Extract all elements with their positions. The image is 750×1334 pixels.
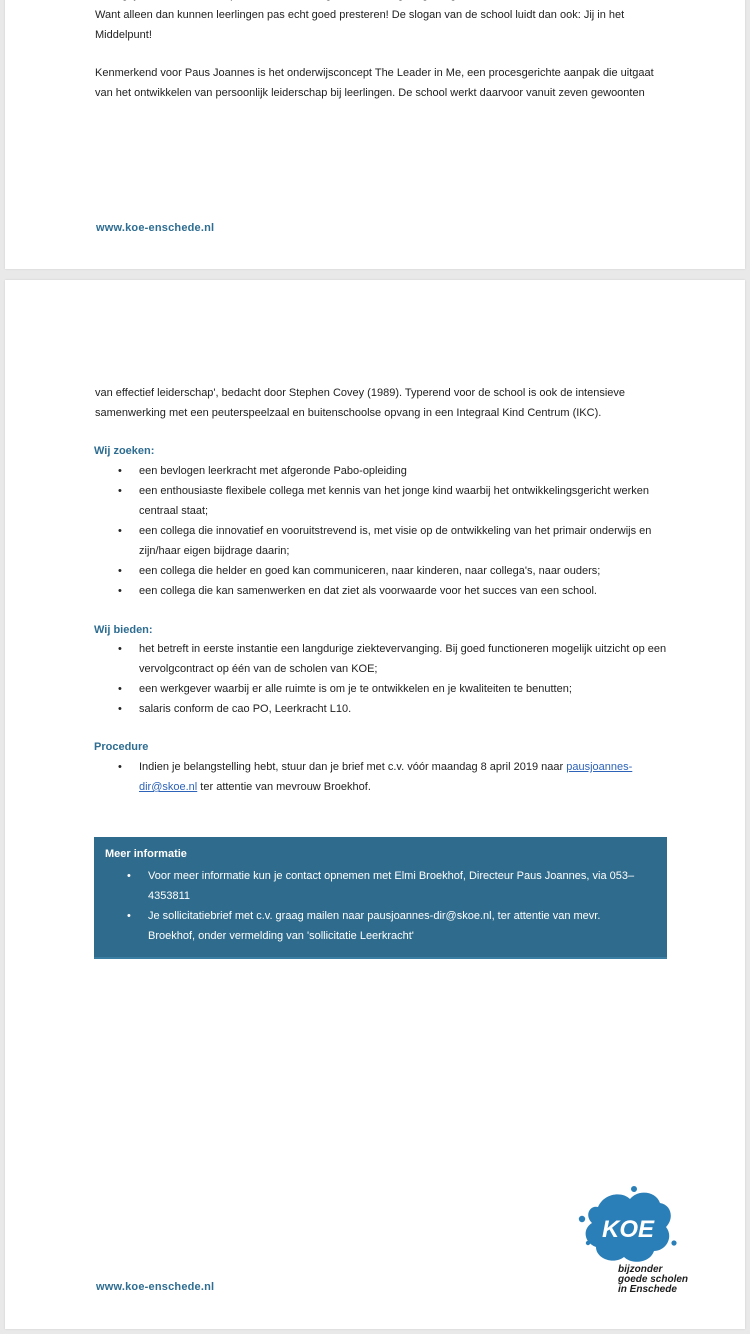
logo-wordmark: KOE — [601, 1216, 655, 1243]
email-link[interactable]: pausjoannes-dir@skoe.nl — [139, 761, 633, 793]
procedure-text-after: ter attentie van mevrouw Broekhof. — [197, 781, 371, 793]
procedure-item — [94, 757, 674, 797]
list-item: • een collega die helder en goed kan communiceren, naar kinderen, naar collega's, naar ouders; — [94, 561, 674, 581]
procedure-heading: Procedure — [94, 741, 149, 753]
continuation-paragraph: van effectief leiderschap', bedacht door Stephen Covey (1989). Typerend voor de school is ook de intensieve samenwerking met een peuterspeelzaal en buitenschoolse opvang in een Integraal Kind Centrum (IKC). — [95, 387, 626, 419]
footer-url-link[interactable]: www.koe-enschede.nl — [96, 222, 215, 234]
procedure-text-before: Indien je belangstelling hebt, stuur dan je brief met c.v. vóór maandag 8 april 2019 naar — [139, 761, 567, 773]
meer-informatie-heading: Meer informatie — [105, 848, 187, 860]
wij-zoeken-heading: Wij zoeken: — [94, 445, 155, 457]
logo-tagline-2: goede scholen — [618, 1274, 689, 1285]
logo-tagline-1: bijzonder — [618, 1264, 663, 1275]
list-item: • Voor meer informatie kun je contact opnemen met Elmi Broekhof, Directeur Paus Joannes, via 053–4353811 — [104, 866, 649, 906]
footer-url-link[interactable]: www.koe-enschede.nl — [96, 1281, 215, 1293]
concept-paragraph: Kenmerkend voor Paus Joannes is het onderwijsconcept The Leader in Me, een procesgerichte aanpak die uitgaat van het ontwikkelen van persoonlijk leiderschap bij leerlingen. De school werkt daarvoor vanuit zeven gewoonten — [95, 67, 654, 99]
list-item: • salaris conform de cao PO, Leerkracht L10. — [94, 699, 674, 719]
intro-paragraph: Want alleen dan kunnen leerlingen pas echt goed presteren! De slogan van de school luidt dan ook: Jij in het Middelpunt! — [95, 9, 625, 41]
list-item: • een werkgever waarbij er alle ruimte is om je te ontwikkelen en je kwaliteiten te benutten; — [94, 679, 674, 699]
list-item: • een collega die innovatief en vooruitstrevend is, met visie op de ontwikkeling van het primair onderwijs en zijn/haar eigen bijdrage daarin; — [94, 521, 674, 561]
koe-logo — [570, 1185, 690, 1295]
list-item: • Je sollicitatiebrief met c.v. graag mailen naar pausjoannes-dir@skoe.nl, ter attentie van mevr. Broekhof, onder vermelding van 'sollicitatie Leerkracht' — [104, 906, 649, 946]
wij-bieden-list — [94, 639, 674, 719]
logo-tagline-3: in Enschede — [618, 1284, 677, 1295]
meer-informatie-list — [104, 866, 649, 946]
list-item: • een collega die kan samenwerken en dat ziet als voorwaarde voor het succes van een school. — [94, 581, 674, 601]
meer-informatie-box — [94, 837, 667, 959]
list-item: • een enthousiaste flexibele collega met kennis van het jonge kind waarbij het ontwikkelingsgericht werken centraal staat; — [94, 481, 674, 521]
wij-bieden-heading: Wij bieden: — [94, 624, 153, 636]
document-page-1 — [5, 0, 745, 269]
wij-zoeken-list — [94, 461, 674, 601]
document-page-2 — [5, 280, 745, 1329]
list-item: • een bevlogen leerkracht met afgeronde Pabo-opleiding — [94, 461, 674, 481]
procedure-list — [94, 757, 674, 797]
list-item: • het betreft in eerste instantie een langdurige ziektevervanging. Bij goed functioneren mogelijk uitzicht op een vervolgcontract op één van de scholen van KOE; — [94, 639, 674, 679]
